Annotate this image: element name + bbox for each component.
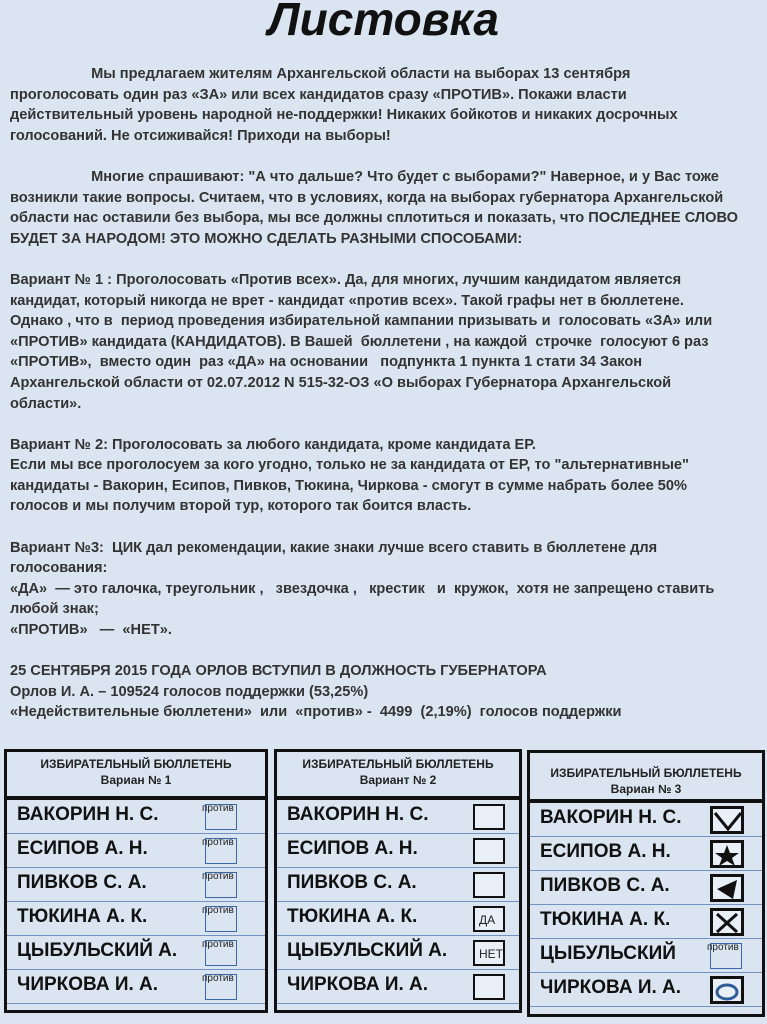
check-icon <box>713 820 743 837</box>
mark-label: против <box>202 939 234 950</box>
candidate-name: ТЮКИНА А. К. <box>540 909 671 930</box>
checkbox[interactable] <box>202 905 237 932</box>
candidate-name: ПИВКОВ С. А. <box>17 872 147 893</box>
triangle-icon <box>713 888 741 905</box>
candidate-row <box>277 936 519 970</box>
mark-label: НЕТ <box>479 947 503 961</box>
text-line: возникли такие вопросы. Считаем, что в условиях, когда на выборах губернатора Архангельской <box>10 189 724 206</box>
candidate-row <box>530 837 762 871</box>
candidate-row <box>530 939 762 973</box>
text-line: области». <box>10 395 82 412</box>
candidate-name: ЕСИПОВ А. Н. <box>17 838 148 859</box>
candidate-name: ЧИРКОВА И. А. <box>540 977 682 998</box>
circle-icon <box>713 990 741 1007</box>
candidate-row <box>277 800 519 834</box>
checkbox[interactable] <box>473 872 505 898</box>
candidate-name: ЕСИПОВ А. Н. <box>287 838 418 859</box>
ballot-header <box>530 753 762 803</box>
ballot-title: ИЗБИРАТЕЛЬНЫЙ БЮЛЛЕТЕНЬ <box>40 757 232 771</box>
candidate-row <box>530 871 762 905</box>
text-line: голосования: <box>10 560 108 577</box>
text-line: «Недействительные бюллетени» или «против» - 4499 (2,19%) голосов поддержки <box>10 704 622 721</box>
candidate-row <box>7 868 265 902</box>
text-line: кандидат, который никогда не врет - кандидат «против всех». Такой графы нет в бюллетене. <box>10 292 684 309</box>
ballot-title: ИЗБИРАТЕЛЬНЫЙ БЮЛЛЕТЕНЬ <box>302 757 494 771</box>
page-title: Листовка <box>268 0 499 45</box>
candidate-name: ЕСИПОВ А. Н. <box>540 841 671 862</box>
mark-label: против <box>202 973 234 984</box>
checkbox[interactable] <box>710 908 744 936</box>
text-line: Архангельской области от 02.07.2012 N 515-32-ОЗ «О выборах Губернатора Архангельской <box>10 374 672 391</box>
checkbox[interactable] <box>473 906 505 932</box>
candidate-row <box>277 902 519 936</box>
text-line <box>10 146 760 167</box>
checkbox[interactable] <box>202 973 237 1000</box>
ballot-variant: Вариан № 1 <box>100 773 172 787</box>
text-line: БУДЕТ ЗА НАРОДОМ! ЭТО МОЖНО СДЕЛАТЬ РАЗНЫМИ СПОСОБАМИ: <box>10 230 523 247</box>
text-line: кандидаты - Вакорин, Есипов, Пивков, Тюкина, Чиркова - смогут в сумме набрать более 50% <box>10 477 687 494</box>
candidate-name: ЧИРКОВА И. А. <box>17 974 159 995</box>
mark-label: против <box>202 905 234 916</box>
text-line: Однако , что в период проведения избирательной кампании призывать и голосовать «ЗА» или <box>10 313 713 330</box>
text-line: голосований. Не отсиживайся! Приходи на выборы! <box>10 127 391 144</box>
checkbox[interactable] <box>707 942 742 969</box>
text-line: голосов и мы получим второй тур, которого так боится власть. <box>10 498 472 515</box>
text-line: «ПРОТИВ» кандидата (КАНДИДАТОВ). В Вашей бюллетени , на каждой строчке голосуют 6 раз <box>10 333 709 350</box>
text-line: «ДА» — это галочка, треугольник , звездочка , крестик и кружок, хотя не запрещено ставить <box>10 580 715 597</box>
candidate-row <box>7 800 265 834</box>
text-line: «ПРОТИВ» — «НЕТ». <box>10 622 172 639</box>
text-line: 25 СЕНТЯБРЯ 2015 ГОДА ОРЛОВ ВСТУПИЛ В ДОЛЖНОСТЬ ГУБЕРНАТОРА <box>10 663 547 680</box>
candidate-name: ЦЫБУЛЬСКИЙ А. <box>287 940 448 961</box>
text-line: Вариант № 2: Проголосовать за любого кандидата, кроме кандидата ЕР. <box>10 436 536 453</box>
candidate-row <box>530 973 762 1007</box>
cross-icon <box>713 922 741 939</box>
candidate-row <box>7 970 265 1004</box>
checkbox[interactable] <box>473 974 505 1000</box>
ballot-variant-3 <box>527 750 765 1017</box>
text-line <box>10 517 760 538</box>
candidate-row <box>277 834 519 868</box>
checkbox[interactable] <box>202 939 237 966</box>
candidate-name: ТЮКИНА А. К. <box>287 906 418 927</box>
candidate-row <box>277 970 519 1004</box>
ballot-variant: Вариант № 2 <box>359 773 437 787</box>
ballot-header <box>277 752 519 800</box>
text-line: Мы предлагаем жителям Архангельской области на выборах 13 сентября <box>10 66 631 82</box>
text-line: проголосовать один раз «ЗА» или всех кандидатов сразу «ПРОТИВ». Покажи власти <box>10 86 627 103</box>
ballot-variant-1 <box>4 749 268 1013</box>
mark-label: против <box>707 942 739 953</box>
checkbox[interactable] <box>202 803 237 830</box>
checkbox[interactable] <box>473 940 505 966</box>
leaflet-body <box>10 64 760 723</box>
text-line: действительный уровень народной не-поддержки! Никаких бойкотов и никаких досрочных <box>10 107 678 124</box>
candidate-name: ВАКОРИН Н. С. <box>17 804 159 825</box>
ballot-header <box>7 752 265 800</box>
star-icon <box>713 854 741 871</box>
candidate-row <box>7 902 265 936</box>
text-line: Многие спрашивают: "А что дальше? Что будет с выборами?" Наверное, и у Вас тоже <box>10 168 719 185</box>
ballot-variant: Вариан № 3 <box>610 782 682 796</box>
mark-label: против <box>202 871 234 882</box>
candidate-row <box>7 936 265 970</box>
checkbox[interactable] <box>202 871 237 898</box>
candidate-name: ЦЫБУЛЬСКИЙ А. <box>17 940 178 961</box>
checkbox[interactable] <box>710 874 744 902</box>
checkbox[interactable] <box>202 837 237 864</box>
mark-label: против <box>202 803 234 814</box>
candidate-name: ЦЫБУЛЬСКИЙ <box>540 943 676 964</box>
ballot-variant-2 <box>274 749 522 1013</box>
checkbox[interactable] <box>710 840 744 868</box>
text-line: области нас оставили без выбора, мы все должны сплотиться и показать, что ПОСЛЕДНЕЕ СЛОВО <box>10 210 738 227</box>
checkbox[interactable] <box>710 976 744 1004</box>
text-line <box>10 249 760 270</box>
candidate-name: ЧИРКОВА И. А. <box>287 974 429 995</box>
candidate-name: ПИВКОВ С. А. <box>287 872 417 893</box>
text-line: «ПРОТИВ», вместо один раз «ДА» на основании подпункта 1 пункта 1 стати 34 Закон <box>10 354 643 371</box>
candidate-name: ВАКОРИН Н. С. <box>287 804 429 825</box>
checkbox[interactable] <box>473 804 505 830</box>
text-line: Орлов И. А. – 109524 голосов поддержки (53,25%) <box>10 683 369 700</box>
text-line: любой знак; <box>10 601 99 618</box>
candidate-name: ВАКОРИН Н. С. <box>540 807 682 828</box>
ballot-title: ИЗБИРАТЕЛЬНЫЙ БЮЛЛЕТЕНЬ <box>550 766 742 780</box>
text-line <box>10 414 760 435</box>
candidate-row <box>530 803 762 837</box>
candidate-row <box>277 868 519 902</box>
text-line <box>10 641 760 662</box>
candidate-name: ТЮКИНА А. К. <box>17 906 148 927</box>
checkbox[interactable] <box>710 806 744 834</box>
candidate-name: ПИВКОВ С. А. <box>540 875 670 896</box>
text-line: Если мы все проголосуем за кого угодно, только не за кандидата от ЕР, то "альтернативные" <box>10 457 689 474</box>
candidate-row <box>7 834 265 868</box>
text-line: Вариант № 1 : Проголосовать «Против всех». Да, для многих, лучшим кандидатом является <box>10 271 682 288</box>
candidate-row <box>530 905 762 939</box>
text-line: Вариант №3: ЦИК дал рекомендации, какие знаки лучше всего ставить в бюллетене для <box>10 539 658 556</box>
checkbox[interactable] <box>473 838 505 864</box>
mark-label: ДА <box>479 913 496 927</box>
mark-label: против <box>202 837 234 848</box>
